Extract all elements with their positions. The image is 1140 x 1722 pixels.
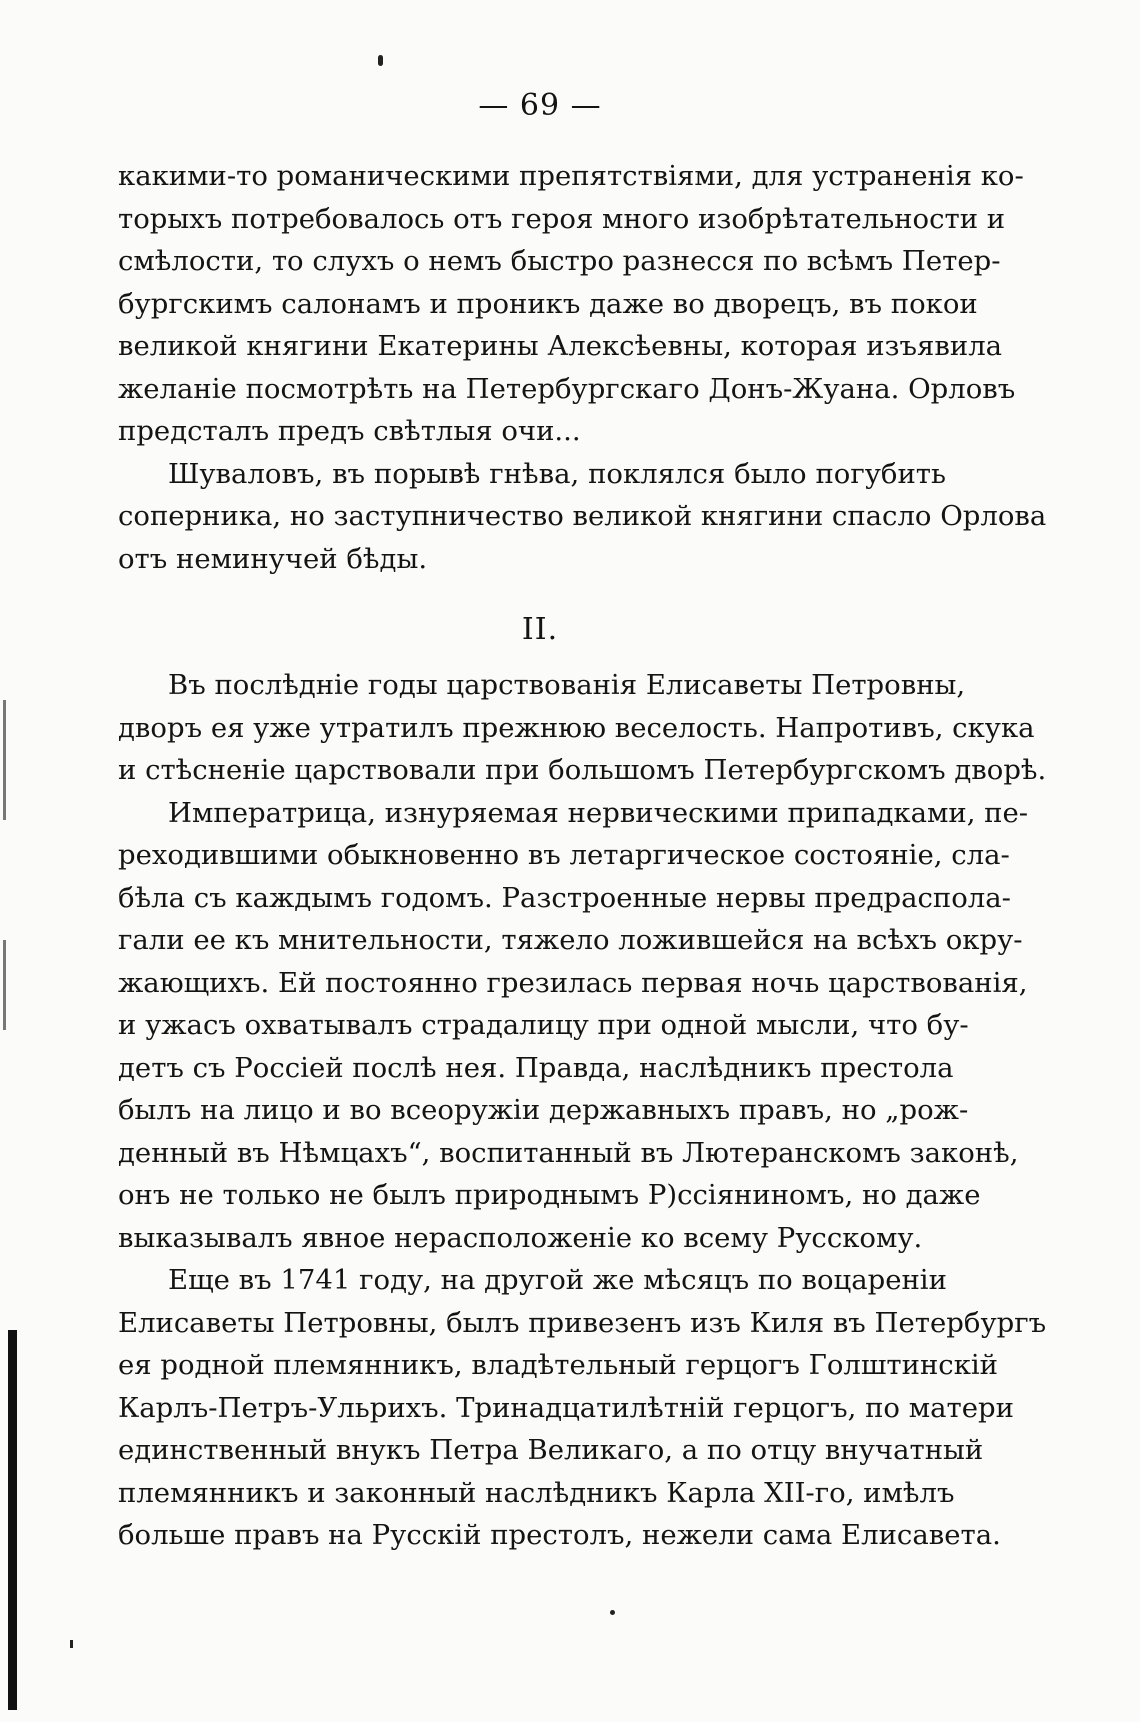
text-line: Шуваловъ, въ порывѣ гнѣва, поклялся было погубить (168, 457, 946, 490)
scan-speck (610, 1610, 615, 1615)
text-line: денный въ Нѣмцахъ“, воспитанный въ Лютеранскомъ законѣ, (118, 1136, 1019, 1169)
text-line: отъ неминучей бѣды. (118, 542, 428, 575)
text-line: смѣлости, то слухъ о немъ быстро разнесся по всѣмъ Петер- (118, 245, 1001, 277)
text-line: Карлъ-Петръ-Ульрихъ. Тринадцатилѣтній герцогъ, по матери (118, 1391, 1014, 1424)
text-line: желаніе посмотрѣть на Петербургскаго Донъ-Жуана. Орловъ (118, 372, 1016, 405)
text-line: жающихъ. Ей постоянно грезилась первая ночь царствованія, (118, 966, 1028, 999)
paragraph (118, 453, 1047, 581)
text-line: детъ съ Россіей послѣ нея. Правда, наслѣдникъ престола (118, 1051, 954, 1084)
section-heading: II. (521, 612, 559, 647)
text-line: и ужасъ охватывалъ страдалицу при одной мысли, что бу- (118, 1009, 969, 1041)
text-line: Въ послѣдніе годы царствованія Елисаветы Петровны, (168, 669, 966, 701)
text-line: дворъ ея уже утратилъ прежнюю веселость. Напротивъ, скука (118, 711, 1035, 744)
text-line: единственный внукъ Петра Великаго, а по отцу внучатный (118, 1434, 984, 1466)
text-line: Елисаветы Петровны, былъ привезенъ изъ Киля въ Петербургъ (118, 1306, 1047, 1339)
text-line: бѣла съ каждымъ годомъ. Разстроенные нервы предраспола- (118, 881, 1011, 914)
paragraph (118, 1259, 1047, 1557)
text-line: соперника, но заступничество великой княгини спасло Орлова (118, 500, 1047, 532)
text-line: Императрица, изнуряемая нервическими припадками, пе- (168, 796, 1029, 829)
scan-speck (70, 1640, 73, 1648)
text-line: и стѣсненіе царствовали при большомъ Петербургскомъ дворѣ. (118, 754, 1047, 786)
text-block-bottom (118, 664, 1047, 1557)
text-line: онъ не только не былъ природнымъ Р)ссіяниномъ, но даже (118, 1179, 981, 1211)
scan-margin-ticks (3, 940, 6, 1030)
scan-margin-ticks (3, 700, 6, 820)
text-line: ея родной племянникъ, владѣтельный герцогъ Голштинскій (118, 1349, 999, 1381)
text-line: реходившими обыкновенно въ летаргическое состояніе, сла- (118, 839, 1010, 871)
text-line: больше правъ на Русскій престолъ, нежели сама Елисавета. (118, 1519, 1001, 1551)
text-line: Еще въ 1741 году, на другой же мѣсяцъ по воцареніи (168, 1264, 947, 1296)
text-line: былъ на лицо и во всеоружіи державныхъ правъ, но „рож- (118, 1094, 969, 1126)
page-number: — 69 — (478, 88, 602, 123)
text-line: великой княгини Екатерины Алексѣевны, которая изъявила (118, 330, 1003, 362)
scan-speck (378, 55, 383, 66)
text-line: гали ее къ мнительности, тяжело ложившейся на всѣхъ окру- (118, 924, 1023, 956)
text-line: бургскимъ салонамъ и проникъ даже во дворецъ, въ покои (118, 287, 978, 320)
scan-margin-edge (8, 1330, 17, 1710)
text-line: торыхъ потребовалось отъ героя много изобрѣтательности и (118, 202, 1006, 235)
text-block-top (118, 155, 1047, 580)
paragraph (118, 155, 1024, 453)
text-line: племянникъ и законный наслѣдникъ Карла XII-го, имѣлъ (118, 1476, 955, 1509)
text-line: выказывалъ явное нерасположеніе ко всему Русскому. (118, 1221, 923, 1254)
text-line: предсталъ предъ свѣтлыя очи... (118, 415, 581, 447)
paragraph (118, 664, 1047, 792)
paragraph (118, 792, 1029, 1260)
text-line: какими-то романическими препятствіями, для устраненія ко- (118, 160, 1024, 192)
